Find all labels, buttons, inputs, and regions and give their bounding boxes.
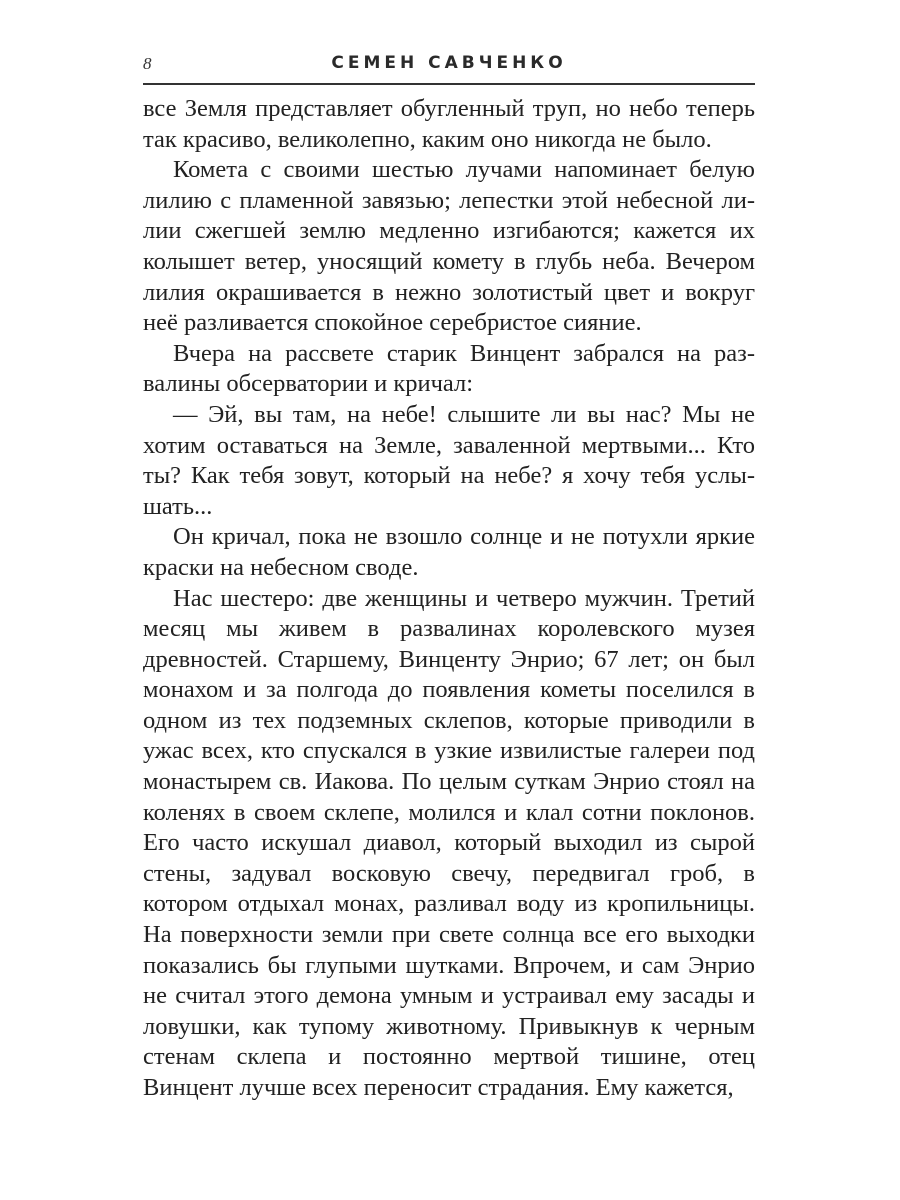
page-number: 8 <box>143 54 152 73</box>
page-header <box>143 52 755 84</box>
running-head-author: СЕМЕН САВЧЕНКО <box>331 53 567 73</box>
paragraph-sunrise: Он кричал, пока не взошло солнце и не потухли яркие краски на небесном своде. <box>143 523 755 581</box>
body-text <box>143 94 755 1104</box>
paragraph-continued: все Земля представляет обугленный труп, но небо теперь так красиво, великолепно, каким оно никогда не было. <box>143 95 755 153</box>
paragraph-six-survivors: Нас шестеро: две женщины и четверо мужчин. Третий месяц мы живем в развалинах королевского музея древностей. Старшему, Винценту Энрио; 67 лет; он был монахом и за полгода до появления кометы поселился в одном из тех подземных склепов, которые приводили в ужас всех, кто спускался в узкие извилистые галереи под монастырем св. Иакова. По целым суткам Энрио стоял на коленях в своем склепе, молился и клал сотни поклонов. Его часто искушал диавол, который выходил из сырой стены, задувал восковую свечу, передвигал гроб, в котором отдыхал монах, разливал воду из кропильницы. На поверхности земли при свете солнца все его выходки показались бы глупыми шутками. Впрочем, и сам Энрио не считал этого демона умным и устраивал ему засады и ловушки, как тупому животному. Привыкнув к черным стенам склепа и постоянно мертвой тишине, отец Винцент лучше всех переносит страдания. Ему кажется, <box>143 584 755 1101</box>
paragraph-comet-lily: Комета с своими шестью лучами напоминает белую лилию с пламенной завязью; лепестки этой небесной лилии сжегшей землю медленно изгибаются; кажется их колышет ветер, уносящий комету в глубь неба. Вечером лилия окрашивается в нежно золотистый цвет и вокруг неё разливается спокойное серебристое сияние. <box>143 156 755 337</box>
paragraph-vincent-speech: — Эй, вы там, на небе! слышите ли вы нас? Мы не хотим оставаться на Земле, заваленной мертвыми... Кто ты? Как тебя зовут, который на небе? я хочу тебя услышать... <box>143 400 755 520</box>
paragraph-vincent-shout-intro: Вчера на рассвете старик Винцент забрался на развалины обсерватории и кричал: <box>143 339 755 398</box>
header-rule <box>143 83 755 85</box>
